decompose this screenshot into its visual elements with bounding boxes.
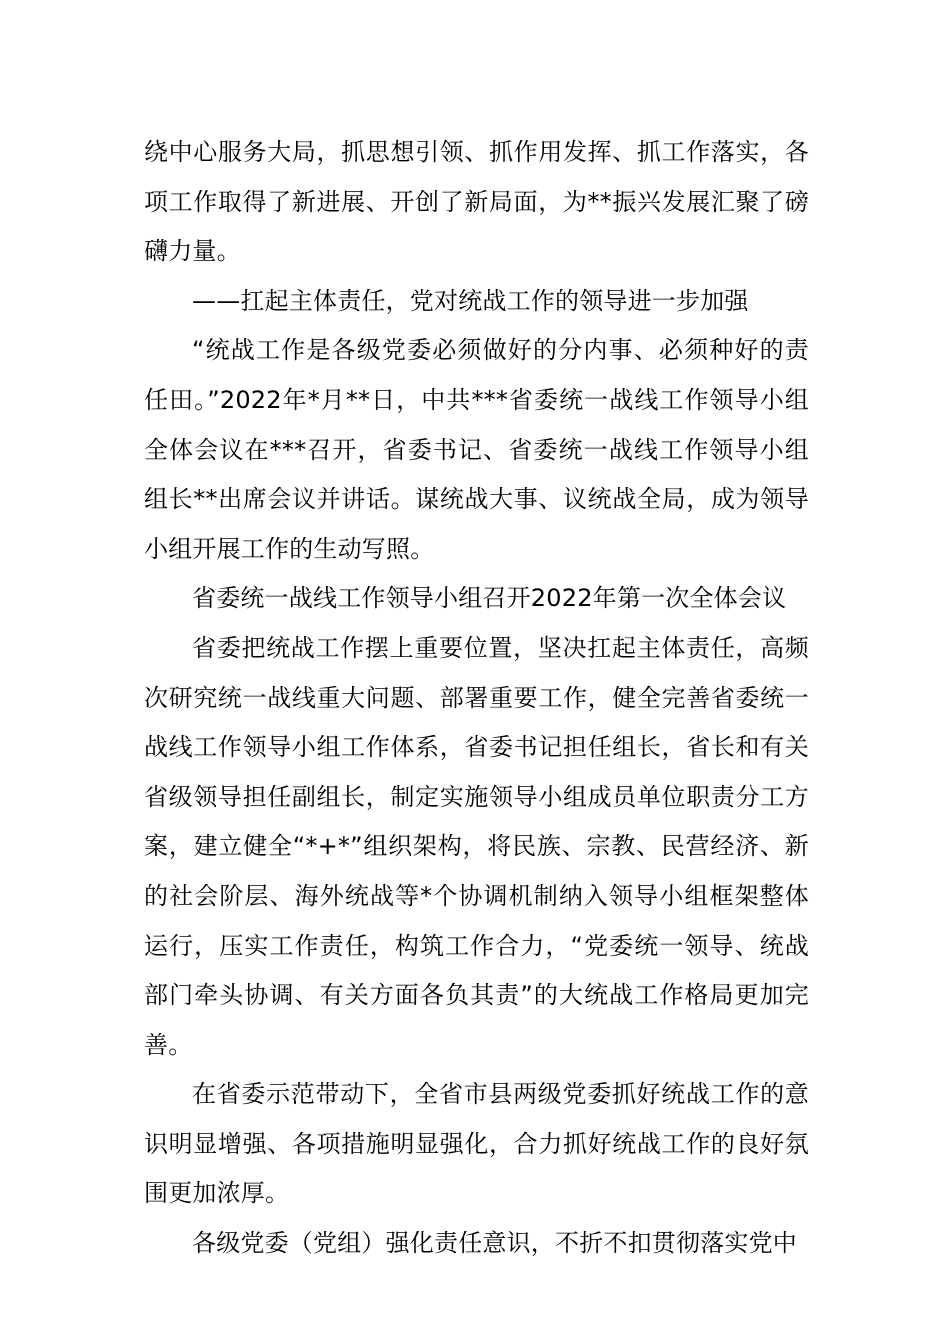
image-caption: 省委统一战线工作领导小组召开2022年第一次全体会议 xyxy=(192,584,787,613)
paragraph-continuation: 绕中心服务大局，抓思想引领、抓作用发挥、抓工作落实，各项工作取得了新进展、开创了新局面，为**振兴发展汇聚了磅礴力量。 xyxy=(144,138,809,266)
paragraph-provincial-committee: 省委把统战工作摆上重要位置，坚决扛起主体责任，高频次研究统一战线重大问题、部署重要工作，健全完善省委统一战线工作领导小组工作体系，省委书记担任组长，省长和有关省级领导担任副组长，制定实施领导小组成员单位职责分工方案，建立健全“*+*”组织架构，将民族、宗教、民营经济、新的社会阶层、海外统战等*个协调机制纳入领导小组框架整体运行，压实工作责任，构筑工作合力，“党委统一领导、统战部门牵头协调、有关方面各负其责”的大统战工作格局更加完善。 xyxy=(144,633,809,1059)
paragraph-demonstration: 在省委示范带动下，全省市县两级党委抓好统战工作的意识明显增强、各项措施明显强化，合力抓好统战工作的良好氛围更加浓厚。 xyxy=(144,1080,809,1208)
section-heading: ——扛起主体责任，党对统战工作的领导进一步加强 xyxy=(192,286,749,315)
paragraph-party-committees: 各级党委（党组）强化责任意识，不折不扣贯彻落实党中 xyxy=(192,1229,797,1258)
document-body xyxy=(144,128,809,1269)
paragraph-quote: “统战工作是各级党委必须做好的分内事、必须种好的责任田。”2022年*月**日，中共***省委统一战线工作领导小组全体会议在***召开，省委书记、省委统一战线工作领导小组组长**出席会议并讲话。谋统战大事、议统战全局，成为领导小组开展工作的生动写照。 xyxy=(144,336,809,563)
